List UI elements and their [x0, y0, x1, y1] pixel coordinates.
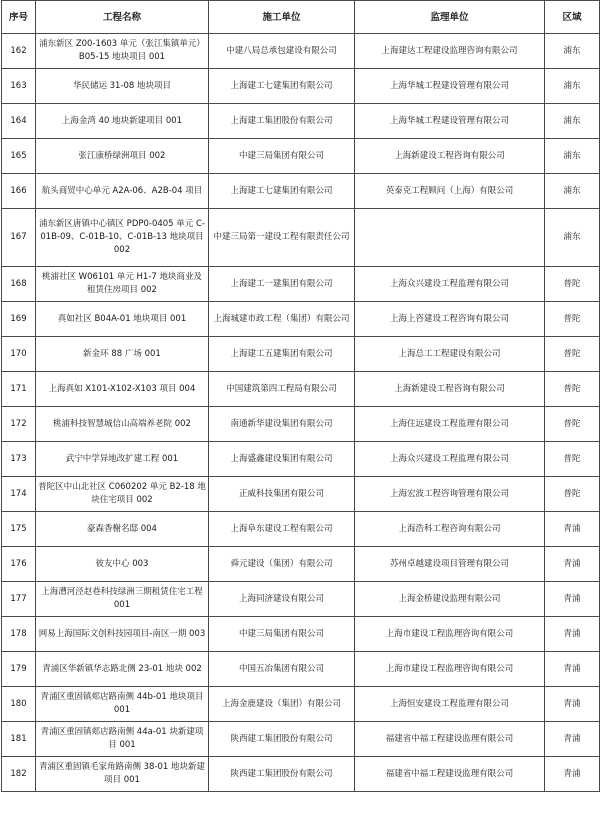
table-row — [2, 512, 600, 547]
table-row — [2, 372, 600, 407]
cell-supervisor: 上海众兴建设工程监理有限公司 — [355, 442, 545, 477]
cell-project-name: 真如社区 B04A-01 地块项目 001 — [36, 302, 209, 337]
cell-district: 青浦 — [545, 757, 600, 792]
cell-supervisor: 福建省中福工程建设监理有限公司 — [355, 757, 545, 792]
cell-contractor: 上海建工集团股份有限公司 — [209, 104, 355, 139]
cell-project-name: 青浦区华新镇华志路北侧 23-01 地块 002 — [36, 652, 209, 687]
cell-district: 普陀 — [545, 337, 600, 372]
cell-row-number: 177 — [2, 582, 36, 617]
cell-supervisor: 上海住远建设工程监理有限公司 — [355, 407, 545, 442]
table-row — [2, 267, 600, 302]
cell-project-name: 桃浦科技智慧城信山高端养老院 002 — [36, 407, 209, 442]
cell-contractor: 中建三局集团有限公司 — [209, 139, 355, 174]
cell-row-number: 169 — [2, 302, 36, 337]
table-row — [2, 722, 600, 757]
cell-contractor: 正威科技集团有限公司 — [209, 477, 355, 512]
cell-project-name: 青浦区重固镇郏店路南侧 44b-01 地块项目 001 — [36, 687, 209, 722]
table-row — [2, 337, 600, 372]
table-row — [2, 69, 600, 104]
cell-project-name: 武宁中学异地改扩建工程 001 — [36, 442, 209, 477]
header-no: 序号 — [2, 1, 36, 34]
cell-district: 普陀 — [545, 407, 600, 442]
table-row — [2, 687, 600, 722]
cell-supervisor — [355, 209, 545, 267]
cell-contractor: 陕西建工集团股份有限公司 — [209, 757, 355, 792]
cell-supervisor: 上海华城工程建设管理有限公司 — [355, 104, 545, 139]
cell-row-number: 163 — [2, 69, 36, 104]
cell-contractor: 舜元建设（集团）有限公司 — [209, 547, 355, 582]
cell-project-name: 上海金湾 40 地块新建项目 001 — [36, 104, 209, 139]
table-header — [2, 1, 600, 34]
cell-supervisor: 上海市建设工程监理咨询有限公司 — [355, 652, 545, 687]
cell-project-name: 浦东新区 Z00-1603 单元（张江集镇单元）B05-15 地块项目 001 — [36, 34, 209, 69]
projects-table — [1, 0, 600, 792]
cell-row-number: 180 — [2, 687, 36, 722]
cell-district: 青浦 — [545, 582, 600, 617]
cell-project-name: 华民储运 31-08 地块项目 — [36, 69, 209, 104]
cell-supervisor: 上海市建设工程监理咨询有限公司 — [355, 617, 545, 652]
cell-project-name: 浦东新区唐镇中心镇区 PDP0-0405 单元 C-01B-09、C-01B-10、C-01B-13 地块项目 002 — [36, 209, 209, 267]
cell-contractor: 中建三局第一建设工程有限责任公司 — [209, 209, 355, 267]
cell-district: 浦东 — [545, 174, 600, 209]
cell-contractor: 上海建工七建集团有限公司 — [209, 174, 355, 209]
cell-contractor: 中建三局集团有限公司 — [209, 617, 355, 652]
table-row — [2, 34, 600, 69]
cell-contractor: 上海建工七建集团有限公司 — [209, 69, 355, 104]
cell-supervisor: 上海建达工程建设监理咨询有限公司 — [355, 34, 545, 69]
cell-district: 青浦 — [545, 547, 600, 582]
cell-supervisor: 上海上咨建设工程咨询有限公司 — [355, 302, 545, 337]
cell-row-number: 181 — [2, 722, 36, 757]
table-row — [2, 652, 600, 687]
cell-project-name: 桃浦社区 W06101 单元 H1-7 地块商业及租赁住房项目 002 — [36, 267, 209, 302]
table-row — [2, 442, 600, 477]
table-row — [2, 477, 600, 512]
cell-row-number: 164 — [2, 104, 36, 139]
cell-contractor: 上海金鹿建设（集团）有限公司 — [209, 687, 355, 722]
table-row — [2, 104, 600, 139]
cell-contractor: 中建八局总承包建设有限公司 — [209, 34, 355, 69]
cell-project-name: 青浦区重固镇毛家角路南侧 38-01 地块新建项目 001 — [36, 757, 209, 792]
cell-supervisor: 英泰克工程顾问（上海）有限公司 — [355, 174, 545, 209]
cell-row-number: 182 — [2, 757, 36, 792]
cell-row-number: 162 — [2, 34, 36, 69]
cell-supervisor: 上海浩科工程咨询有限公司 — [355, 512, 545, 547]
cell-row-number: 172 — [2, 407, 36, 442]
cell-district: 浦东 — [545, 209, 600, 267]
cell-district: 浦东 — [545, 34, 600, 69]
cell-supervisor: 上海总工工程建设有限公司 — [355, 337, 545, 372]
header-project: 工程名称 — [36, 1, 209, 34]
cell-district: 浦东 — [545, 139, 600, 174]
cell-contractor: 上海阜东建设工程有限公司 — [209, 512, 355, 547]
cell-district: 普陀 — [545, 442, 600, 477]
cell-row-number: 178 — [2, 617, 36, 652]
header-district: 区域 — [545, 1, 600, 34]
cell-contractor: 中国五冶集团有限公司 — [209, 652, 355, 687]
table-row — [2, 582, 600, 617]
header-row — [2, 1, 600, 34]
cell-project-name: 航头商贸中心单元 A2A-06、A2B-04 项目 — [36, 174, 209, 209]
cell-supervisor: 上海新建设工程咨询有限公司 — [355, 139, 545, 174]
cell-district: 普陀 — [545, 477, 600, 512]
table-row — [2, 757, 600, 792]
cell-supervisor: 上海金桥建设监理有限公司 — [355, 582, 545, 617]
cell-district: 普陀 — [545, 267, 600, 302]
cell-project-name: 新金环 88 广场 001 — [36, 337, 209, 372]
cell-district: 青浦 — [545, 687, 600, 722]
table-row — [2, 617, 600, 652]
cell-district: 青浦 — [545, 722, 600, 757]
cell-district: 青浦 — [545, 652, 600, 687]
cell-project-name: 上海漕河泾赵巷科技绿洲三期租赁住宅工程 001 — [36, 582, 209, 617]
cell-row-number: 165 — [2, 139, 36, 174]
cell-project-name: 上海真如 X101-X102-X103 项目 004 — [36, 372, 209, 407]
table-row — [2, 139, 600, 174]
cell-contractor: 上海城建市政工程（集团）有限公司 — [209, 302, 355, 337]
cell-contractor: 上海建工一建集团有限公司 — [209, 267, 355, 302]
header-supervisor: 监理单位 — [355, 1, 545, 34]
cell-district: 青浦 — [545, 512, 600, 547]
cell-supervisor: 上海众兴建设工程监理有限公司 — [355, 267, 545, 302]
cell-row-number: 171 — [2, 372, 36, 407]
table-row — [2, 302, 600, 337]
cell-project-name: 张江康桥绿洲项目 002 — [36, 139, 209, 174]
cell-contractor: 上海盛鑫建设集团有限公司 — [209, 442, 355, 477]
cell-project-name: 彼友中心 003 — [36, 547, 209, 582]
cell-contractor: 上海同济建设有限公司 — [209, 582, 355, 617]
table-row — [2, 174, 600, 209]
cell-supervisor: 苏州卓越建设项目管理有限公司 — [355, 547, 545, 582]
cell-supervisor: 上海宏波工程咨询管理有限公司 — [355, 477, 545, 512]
cell-contractor: 南通新华建设集团有限公司 — [209, 407, 355, 442]
cell-row-number: 170 — [2, 337, 36, 372]
table-body — [2, 34, 600, 792]
cell-project-name: 普陀区中山北社区 C060202 单元 B2-18 地块住宅项目 002 — [36, 477, 209, 512]
cell-project-name: 豪森香榭名邸 004 — [36, 512, 209, 547]
cell-district: 普陀 — [545, 372, 600, 407]
cell-district: 浦东 — [545, 104, 600, 139]
header-contractor: 施工单位 — [209, 1, 355, 34]
cell-project-name: 青浦区重固镇郏店路南侧 44a-01 块新建项目 001 — [36, 722, 209, 757]
cell-row-number: 175 — [2, 512, 36, 547]
cell-row-number: 166 — [2, 174, 36, 209]
cell-contractor: 中国建筑第四工程局有限公司 — [209, 372, 355, 407]
cell-supervisor: 上海新建设工程咨询有限公司 — [355, 372, 545, 407]
cell-supervisor: 福建省中福工程建设监理有限公司 — [355, 722, 545, 757]
cell-row-number: 167 — [2, 209, 36, 267]
cell-row-number: 168 — [2, 267, 36, 302]
cell-contractor: 上海建工五建集团有限公司 — [209, 337, 355, 372]
table-row — [2, 209, 600, 267]
cell-row-number: 173 — [2, 442, 36, 477]
table-row — [2, 547, 600, 582]
cell-project-name: 网易上海国际文创科技园项目-南区一期 003 — [36, 617, 209, 652]
cell-contractor: 陕西建工集团股份有限公司 — [209, 722, 355, 757]
cell-supervisor: 上海华城工程建设管理有限公司 — [355, 69, 545, 104]
cell-district: 青浦 — [545, 617, 600, 652]
table-row — [2, 407, 600, 442]
cell-row-number: 176 — [2, 547, 36, 582]
cell-district: 普陀 — [545, 302, 600, 337]
cell-supervisor: 上海恒安建设工程监理有限公司 — [355, 687, 545, 722]
cell-district: 浦东 — [545, 69, 600, 104]
cell-row-number: 179 — [2, 652, 36, 687]
cell-row-number: 174 — [2, 477, 36, 512]
